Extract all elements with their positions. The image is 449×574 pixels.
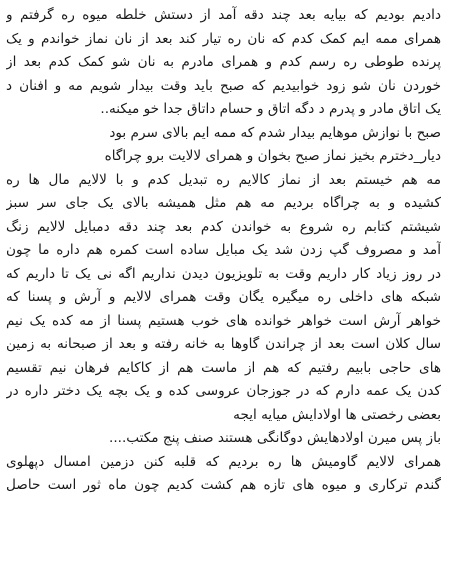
text-line: همرای لالایم گاومیش ها ره بردیم که قلبه کنن دزمین امسال دپهلوی: [6, 453, 441, 470]
text-line: دادیم بودیم که بیایه بعد چند دقه آمد از دستش خلطه میوه ره گرفتم و: [6, 7, 441, 23]
text-line: همرای ممه ایم کمک کدم که نان ره تیار کند بعد از نان نماز خواندم و یک: [6, 30, 441, 47]
text-line: آمد و مصروف گپ زدن شد یک مبایل ساده است کمره هم داره ما چون: [6, 242, 441, 258]
text-line: کدن یک عمه دارم که در جوزجان عروسی کده و یک بچه یک دختر داره در: [6, 383, 441, 399]
text-line: گندم ترکاری و میوه های تازه هم کشت کدیم چون ماه ثور است حاصل: [6, 477, 441, 493]
text-line: بعضی رخصتی ها اولادایش میایه ایجه: [233, 406, 441, 423]
text-line: دیار_دخترم بخیز نماز صبح بخوان و همرای لالایت برو چراگاه: [104, 148, 441, 164]
text-line: های حاجی بابیم رفتیم که هم از ماست هم از کاکایم فرهان نیم تقسیم: [6, 359, 441, 376]
text-line: باز پس میرن اولادهایش دوگانگی هستند صنف پنج مکتب....: [109, 430, 441, 446]
text-line: خوردن نان شو زود خوابیدیم که صبح باید وقت بیدار شویم مه و افنان د: [6, 77, 441, 94]
text-line: صبح با نوازش موهایم بیدار شدم که ممه ایم بالای سرم بود: [109, 124, 441, 141]
text-line: سال کلان است بعد از چراندن گاوها به خانه رفته و بعد از صبحانه به زمین: [6, 336, 441, 352]
text-line: کشیده و به چراگاه بردیم مه هم مثل همیشه بالای یک جای سر سبز: [6, 195, 441, 211]
text-line: شبکه های داخلی ره میگیره یگان وقت همرای لالایم و آرش و پسنا که: [6, 289, 441, 305]
text-line: خواهر آرش است خواهر خوانده های خوب هستیم پسنا از مه کده یک نیم: [6, 312, 441, 329]
text-line: یک اتاق مادر و پدرم د دگه اتاق و حسام داتاق جدا خو میکنه..: [100, 101, 441, 117]
text-line: در روز زیاد کار داریم وقت به تلویزیون دیدن نداریم اگه نی یک تا داریم که: [6, 265, 441, 282]
text-line: مه هم خیستم بعد از نماز کالایم ره تبدیل کدم و با لالایم مال ها ره: [6, 171, 441, 188]
text-line: پرنده طوطی ره رسم کدم و همرای مادرم به نان شو کمک کدم بعد از: [6, 54, 441, 70]
text-line: شیشتم کتابم ره شروع به خواندن کدم بعد چند دقه دمبایل لالایم زنگ: [6, 218, 441, 235]
